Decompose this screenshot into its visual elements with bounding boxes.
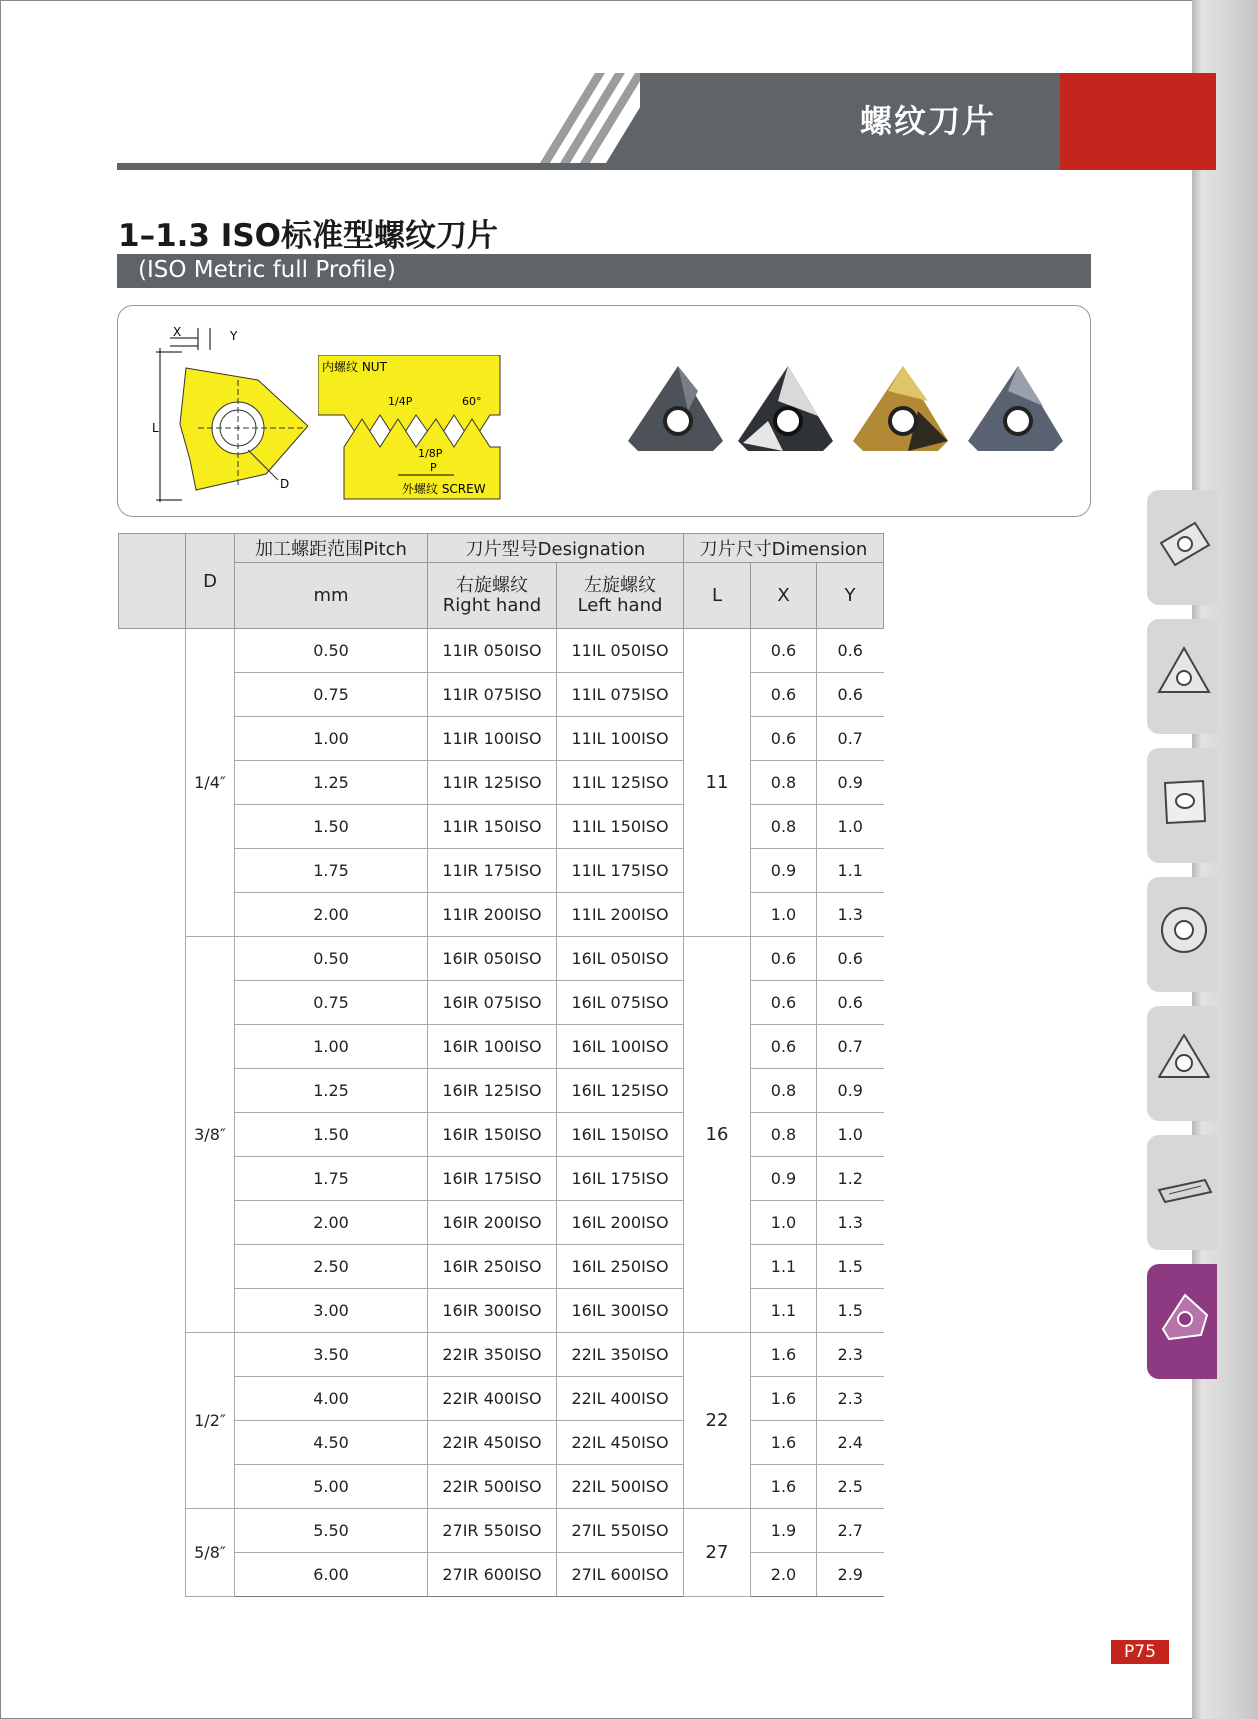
cell-right-hand: 16IR 125ISO xyxy=(428,1069,557,1113)
cell-y: 1.2 xyxy=(817,1157,884,1201)
cell-x: 0.6 xyxy=(751,981,817,1025)
cell-right-hand: 22IR 450ISO xyxy=(428,1421,557,1465)
round-insert-icon xyxy=(1155,902,1213,962)
header-left-cn: 左旋螺纹 xyxy=(584,574,656,596)
cell-pitch-mm: 1.75 xyxy=(235,849,428,893)
cell-left-hand: 16IL 200ISO xyxy=(557,1201,684,1245)
header-l: L xyxy=(684,563,751,629)
cell-y: 1.3 xyxy=(817,893,884,937)
cell-pitch-mm: 1.75 xyxy=(235,1157,428,1201)
label-y: Y xyxy=(230,329,238,343)
blank-cell xyxy=(119,629,186,1597)
insert-photo-dark xyxy=(968,366,1063,451)
cell-x: 2.0 xyxy=(751,1553,817,1597)
cell-pitch-mm: 2.00 xyxy=(235,893,428,937)
cell-y: 1.0 xyxy=(817,805,884,849)
cell-y: 1.5 xyxy=(817,1245,884,1289)
cell-left-hand: 11IL 075ISO xyxy=(557,673,684,717)
label-x: X xyxy=(173,325,182,339)
cell-right-hand: 16IR 050ISO xyxy=(428,937,557,981)
insert-dimension-drawing xyxy=(138,310,308,510)
cell-right-hand: 22IR 400ISO xyxy=(428,1377,557,1421)
table-row xyxy=(119,1333,884,1377)
cell-left-hand: 11IL 100ISO xyxy=(557,717,684,761)
header-accent xyxy=(1060,73,1216,170)
header-rule xyxy=(117,163,677,170)
cell-right-hand: 16IR 075ISO xyxy=(428,981,557,1025)
screw-label: 外螺纹 SCREW xyxy=(402,482,486,496)
side-tab-7-active[interactable] xyxy=(1147,1264,1217,1379)
header-right-en: Right hand xyxy=(442,594,542,616)
cell-right-hand: 16IR 175ISO xyxy=(428,1157,557,1201)
header-x: X xyxy=(751,563,817,629)
header-blank xyxy=(119,534,186,629)
cell-x: 0.9 xyxy=(751,849,817,893)
cell-y: 2.7 xyxy=(817,1509,884,1553)
cell-right-hand: 11IR 175ISO xyxy=(428,849,557,893)
triangle-insert-icon xyxy=(1155,1031,1213,1091)
label-d: D xyxy=(280,477,290,491)
cell-l: 11 xyxy=(684,629,751,937)
cell-right-hand: 16IR 250ISO xyxy=(428,1245,557,1289)
cell-pitch-mm: 5.00 xyxy=(235,1465,428,1509)
trigon-insert-icon xyxy=(1155,644,1213,704)
page-number: P75 xyxy=(1111,1640,1169,1664)
cell-right-hand: 11IR 200ISO xyxy=(428,893,557,937)
cell-x: 0.8 xyxy=(751,1113,817,1157)
cell-x: 1.6 xyxy=(751,1465,817,1509)
header-dimension: 刀片尺寸Dimension xyxy=(684,534,884,563)
cell-x: 0.8 xyxy=(751,1069,817,1113)
cell-x: 1.9 xyxy=(751,1509,817,1553)
cell-pitch-mm: 2.00 xyxy=(235,1201,428,1245)
header-title: 螺纹刀片 xyxy=(860,102,997,140)
cell-x: 0.8 xyxy=(751,761,817,805)
side-tab-1[interactable] xyxy=(1147,490,1217,605)
insert-photo-silver xyxy=(738,366,833,451)
cell-pitch-mm: 0.50 xyxy=(235,937,428,981)
cell-y: 2.3 xyxy=(817,1377,884,1421)
cell-pitch-mm: 1.50 xyxy=(235,1113,428,1157)
header-right-cn: 右旋螺纹 xyxy=(456,574,528,596)
cell-y: 0.6 xyxy=(817,937,884,981)
cell-x: 0.6 xyxy=(751,717,817,761)
cell-left-hand: 16IL 100ISO xyxy=(557,1025,684,1069)
header-d: D xyxy=(186,534,235,629)
cell-right-hand: 16IR 300ISO xyxy=(428,1289,557,1333)
cell-pitch-mm: 2.50 xyxy=(235,1245,428,1289)
cell-pitch-mm: 1.25 xyxy=(235,761,428,805)
cell-y: 0.6 xyxy=(817,673,884,717)
cell-x: 1.1 xyxy=(751,1289,817,1333)
side-tab-5[interactable] xyxy=(1147,1006,1217,1121)
side-tab-3[interactable] xyxy=(1147,748,1217,863)
cell-left-hand: 16IL 175ISO xyxy=(557,1157,684,1201)
cell-x: 1.6 xyxy=(751,1377,817,1421)
cell-left-hand: 22IL 400ISO xyxy=(557,1377,684,1421)
header-left-hand xyxy=(557,563,684,629)
threading-insert-icon xyxy=(1155,1289,1213,1349)
spec-table xyxy=(118,533,884,1597)
cell-pitch-mm: 4.00 xyxy=(235,1377,428,1421)
cell-left-hand: 11IL 175ISO xyxy=(557,849,684,893)
cell-pitch-mm: 0.75 xyxy=(235,673,428,717)
table-row xyxy=(119,1509,884,1553)
cell-y: 2.4 xyxy=(817,1421,884,1465)
cell-pitch-mm: 0.75 xyxy=(235,981,428,1025)
cell-y: 2.9 xyxy=(817,1553,884,1597)
cell-pitch-mm: 1.25 xyxy=(235,1069,428,1113)
cell-right-hand: 11IR 125ISO xyxy=(428,761,557,805)
cell-right-hand: 11IR 100ISO xyxy=(428,717,557,761)
spec-table-body xyxy=(119,629,884,1597)
label-l: L xyxy=(152,421,159,435)
cell-right-hand: 16IR 100ISO xyxy=(428,1025,557,1069)
cell-x: 0.6 xyxy=(751,937,817,981)
cell-left-hand: 22IL 500ISO xyxy=(557,1465,684,1509)
cell-y: 0.7 xyxy=(817,717,884,761)
cell-right-hand: 22IR 350ISO xyxy=(428,1333,557,1377)
cell-left-hand: 22IL 350ISO xyxy=(557,1333,684,1377)
cell-pitch-mm: 0.50 xyxy=(235,629,428,673)
cell-x: 0.9 xyxy=(751,1157,817,1201)
cell-y: 1.1 xyxy=(817,849,884,893)
cell-right-hand: 11IR 050ISO xyxy=(428,629,557,673)
cell-x: 0.6 xyxy=(751,673,817,717)
cell-right-hand: 16IR 150ISO xyxy=(428,1113,557,1157)
rhombic-insert-icon xyxy=(1155,515,1213,575)
cell-d: 3/8″ xyxy=(186,937,235,1333)
cell-y: 1.3 xyxy=(817,1201,884,1245)
cell-left-hand: 11IL 150ISO xyxy=(557,805,684,849)
header-mm: mm xyxy=(235,563,428,629)
cell-right-hand: 22IR 500ISO xyxy=(428,1465,557,1509)
cell-y: 0.7 xyxy=(817,1025,884,1069)
cell-x: 1.1 xyxy=(751,1245,817,1289)
cell-pitch-mm: 1.00 xyxy=(235,1025,428,1069)
cell-d: 1/4″ xyxy=(186,629,235,937)
cell-pitch-mm: 3.00 xyxy=(235,1289,428,1333)
cell-l: 22 xyxy=(684,1333,751,1509)
product-photos xyxy=(618,361,1088,461)
cell-l: 27 xyxy=(684,1509,751,1597)
thread-profile-drawing xyxy=(318,355,518,505)
cell-y: 2.3 xyxy=(817,1333,884,1377)
cell-pitch-mm: 4.50 xyxy=(235,1421,428,1465)
quarter-p-label: 1/4P xyxy=(388,395,413,408)
cell-x: 0.6 xyxy=(751,629,817,673)
cell-left-hand: 16IL 050ISO xyxy=(557,937,684,981)
header-designation: 刀片型号Designation xyxy=(428,534,684,563)
cell-x: 0.6 xyxy=(751,1025,817,1069)
cell-left-hand: 27IL 600ISO xyxy=(557,1553,684,1597)
cell-l: 16 xyxy=(684,937,751,1333)
nut-label: 内螺纹 NUT xyxy=(322,360,387,374)
side-tab-2[interactable] xyxy=(1147,619,1217,734)
pitch-label: P xyxy=(430,461,437,474)
cell-right-hand: 27IR 550ISO xyxy=(428,1509,557,1553)
cell-left-hand: 16IL 300ISO xyxy=(557,1289,684,1333)
header-right-hand xyxy=(428,563,557,629)
cell-x: 1.0 xyxy=(751,1201,817,1245)
cell-x: 0.8 xyxy=(751,805,817,849)
cell-y: 1.0 xyxy=(817,1113,884,1157)
cell-y: 0.6 xyxy=(817,981,884,1025)
cell-left-hand: 11IL 200ISO xyxy=(557,893,684,937)
figure-panel xyxy=(117,305,1091,517)
header-pitch: 加工螺距范围Pitch xyxy=(235,534,428,563)
cell-y: 1.5 xyxy=(817,1289,884,1333)
cell-right-hand: 16IR 200ISO xyxy=(428,1201,557,1245)
cell-pitch-mm: 1.50 xyxy=(235,805,428,849)
cell-x: 1.6 xyxy=(751,1333,817,1377)
cell-right-hand: 11IR 150ISO xyxy=(428,805,557,849)
side-tab-6[interactable] xyxy=(1147,1135,1217,1250)
cell-y: 0.6 xyxy=(817,629,884,673)
cell-pitch-mm: 1.00 xyxy=(235,717,428,761)
section-subtitle: (ISO Metric full Profile) xyxy=(138,257,396,283)
insert-photo-gray xyxy=(628,366,723,451)
cell-left-hand: 16IL 250ISO xyxy=(557,1245,684,1289)
cell-left-hand: 16IL 125ISO xyxy=(557,1069,684,1113)
cell-pitch-mm: 5.50 xyxy=(235,1509,428,1553)
grooving-insert-icon xyxy=(1155,1160,1213,1220)
header-left-en: Left hand xyxy=(577,594,663,616)
angle-label: 60° xyxy=(462,395,482,408)
cell-left-hand: 16IL 150ISO xyxy=(557,1113,684,1157)
cell-y: 2.5 xyxy=(817,1465,884,1509)
cell-x: 1.0 xyxy=(751,893,817,937)
header-y: Y xyxy=(817,563,884,629)
eighth-p-label: 1/8P xyxy=(418,447,443,460)
table-row xyxy=(119,937,884,981)
cell-left-hand: 16IL 075ISO xyxy=(557,981,684,1025)
section-title: 1–1.3 ISO标准型螺纹刀片 xyxy=(118,218,498,254)
cell-y: 0.9 xyxy=(817,761,884,805)
table-row xyxy=(119,629,884,673)
cell-pitch-mm: 6.00 xyxy=(235,1553,428,1597)
cell-left-hand: 11IL 125ISO xyxy=(557,761,684,805)
insert-photo-gold xyxy=(853,366,948,451)
cell-x: 1.6 xyxy=(751,1421,817,1465)
cell-left-hand: 11IL 050ISO xyxy=(557,629,684,673)
cell-left-hand: 22IL 450ISO xyxy=(557,1421,684,1465)
cell-d: 5/8″ xyxy=(186,1509,235,1597)
cell-left-hand: 27IL 550ISO xyxy=(557,1509,684,1553)
side-tab-4[interactable] xyxy=(1147,877,1217,992)
cell-d: 1/2″ xyxy=(186,1333,235,1509)
cell-right-hand: 11IR 075ISO xyxy=(428,673,557,717)
cell-pitch-mm: 3.50 xyxy=(235,1333,428,1377)
cell-right-hand: 27IR 600ISO xyxy=(428,1553,557,1597)
square-insert-icon xyxy=(1155,773,1213,833)
cell-y: 0.9 xyxy=(817,1069,884,1113)
